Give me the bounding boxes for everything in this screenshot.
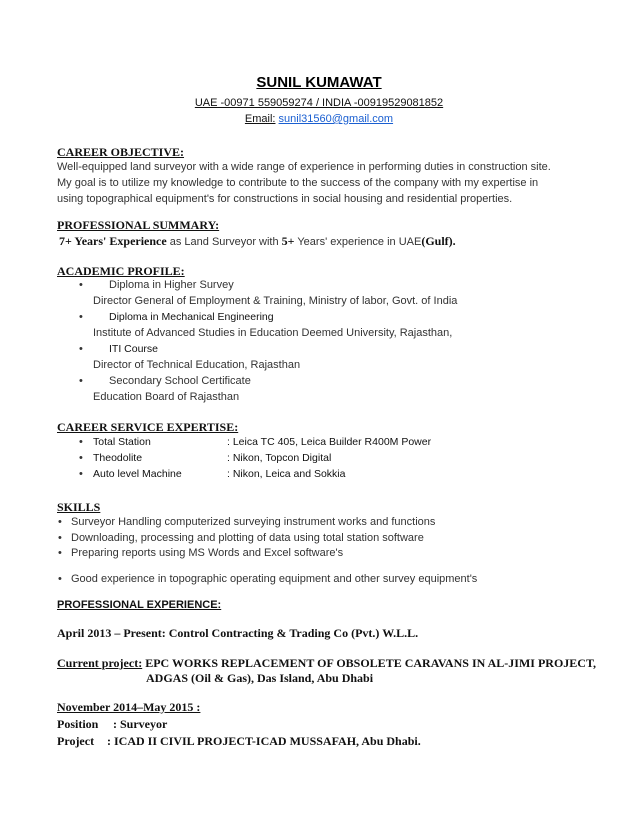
summary-text: Years' experience in UAE: [294, 236, 422, 248]
current-project-line: [57, 656, 596, 671]
bullet: •: [58, 532, 62, 544]
professional-experience-heading: PROFESSIONAL EXPERIENCE:: [57, 599, 222, 611]
skill-item: Good experience in topographic operating equipment and other survey equipment's: [71, 573, 478, 585]
summary-line: [59, 234, 456, 249]
skill-item: Surveyor Handling computerized surveying instrument works and functions: [71, 516, 436, 528]
equipment-value: : Leica TC 405, Leica Builder R400M Power: [227, 436, 432, 448]
bullet: •: [79, 375, 83, 387]
bullet: •: [79, 468, 83, 480]
bullet: •: [79, 452, 83, 464]
summary-uae-years: 5+: [281, 234, 295, 248]
objective-line: using topographical equipment's for constructions in social housing and residential properties.: [57, 193, 513, 205]
employment-period: November 2014–May 2015 :: [57, 700, 201, 714]
bullet: •: [79, 279, 83, 291]
summary-years: 7+ Years' Experience: [59, 234, 167, 248]
summary-text: as Land Surveyor with: [166, 236, 282, 248]
academic-item-institution: Education Board of Rajasthan: [93, 391, 240, 403]
objective-line: My goal is to utilize my knowledge to contribute to the success of the company with my expertise in: [57, 177, 539, 189]
summary-region: (Gulf).: [421, 234, 456, 248]
bullet: •: [58, 573, 62, 585]
current-project-name: EPC WORKS REPLACEMENT OF OBSOLETE CARAVANS IN AL-JIMI PROJECT,: [142, 656, 597, 670]
bullet: •: [58, 547, 62, 559]
academic-item-title: Secondary School Certificate: [109, 375, 251, 387]
position-label: Position: [57, 717, 99, 731]
academic-item-title: Diploma in Higher Survey: [109, 279, 234, 291]
academic-item-title: Diploma in Mechanical Engineering: [109, 311, 274, 323]
career-service-expertise-heading: CAREER SERVICE EXPERTISE:: [57, 420, 239, 434]
academic-profile-heading: ACADEMIC PROFILE:: [57, 264, 185, 278]
equipment-value: : Nikon, Leica and Sokkia: [227, 468, 346, 480]
phone-numbers: UAE -00971 559059274 / INDIA -00919529081852: [194, 97, 444, 109]
equipment-label: Auto level Machine: [93, 468, 182, 480]
bullet: •: [79, 343, 83, 355]
skill-item: Downloading, processing and plotting of data using total station software: [71, 532, 424, 544]
skill-item: Preparing reports using MS Words and Excel software's: [71, 547, 344, 559]
academic-item-institution: Director General of Employment & Training, Ministry of labor, Govt. of India: [93, 295, 458, 307]
career-objective-heading: CAREER OBJECTIVE:: [57, 145, 185, 159]
equipment-label: Theodolite: [93, 452, 143, 464]
bullet: •: [79, 311, 83, 323]
project-label: Project: [57, 734, 95, 748]
professional-summary-heading: PROFESSIONAL SUMMARY:: [57, 218, 220, 232]
equipment-label: Total Station: [93, 436, 151, 448]
employer-line: April 2013 – Present: Control Contracting & Trading Co (Pvt.) W.L.L.: [57, 626, 419, 640]
email-line: [0, 113, 638, 125]
academic-item-institution: Director of Technical Education, Rajasthan: [93, 359, 301, 371]
objective-line: Well-equipped land surveyor with a wide range of experience in performing duties in construction site.: [57, 161, 551, 173]
email-label: Email:: [244, 113, 276, 125]
skills-heading: SKILLS: [57, 500, 101, 514]
current-project-label: Current project:: [57, 656, 143, 670]
bullet: •: [58, 516, 62, 528]
bullet: •: [79, 436, 83, 448]
academic-item-title: ITI Course: [109, 343, 159, 355]
project-value: : ICAD II CIVIL PROJECT-ICAD MUSSAFAH, Abu Dhabi.: [107, 734, 421, 748]
position-value: : Surveyor: [113, 717, 168, 731]
academic-item-institution: Institute of Advanced Studies in Education Deemed University, Rajasthan,: [93, 327, 453, 339]
current-project-location: ADGAS (Oil & Gas), Das Island, Abu Dhabi: [146, 671, 374, 685]
candidate-name: SUNIL KUMAWAT: [256, 74, 382, 91]
equipment-value: : Nikon, Topcon Digital: [227, 452, 332, 464]
email-link[interactable]: sunil31560@gmail.com: [278, 113, 394, 125]
